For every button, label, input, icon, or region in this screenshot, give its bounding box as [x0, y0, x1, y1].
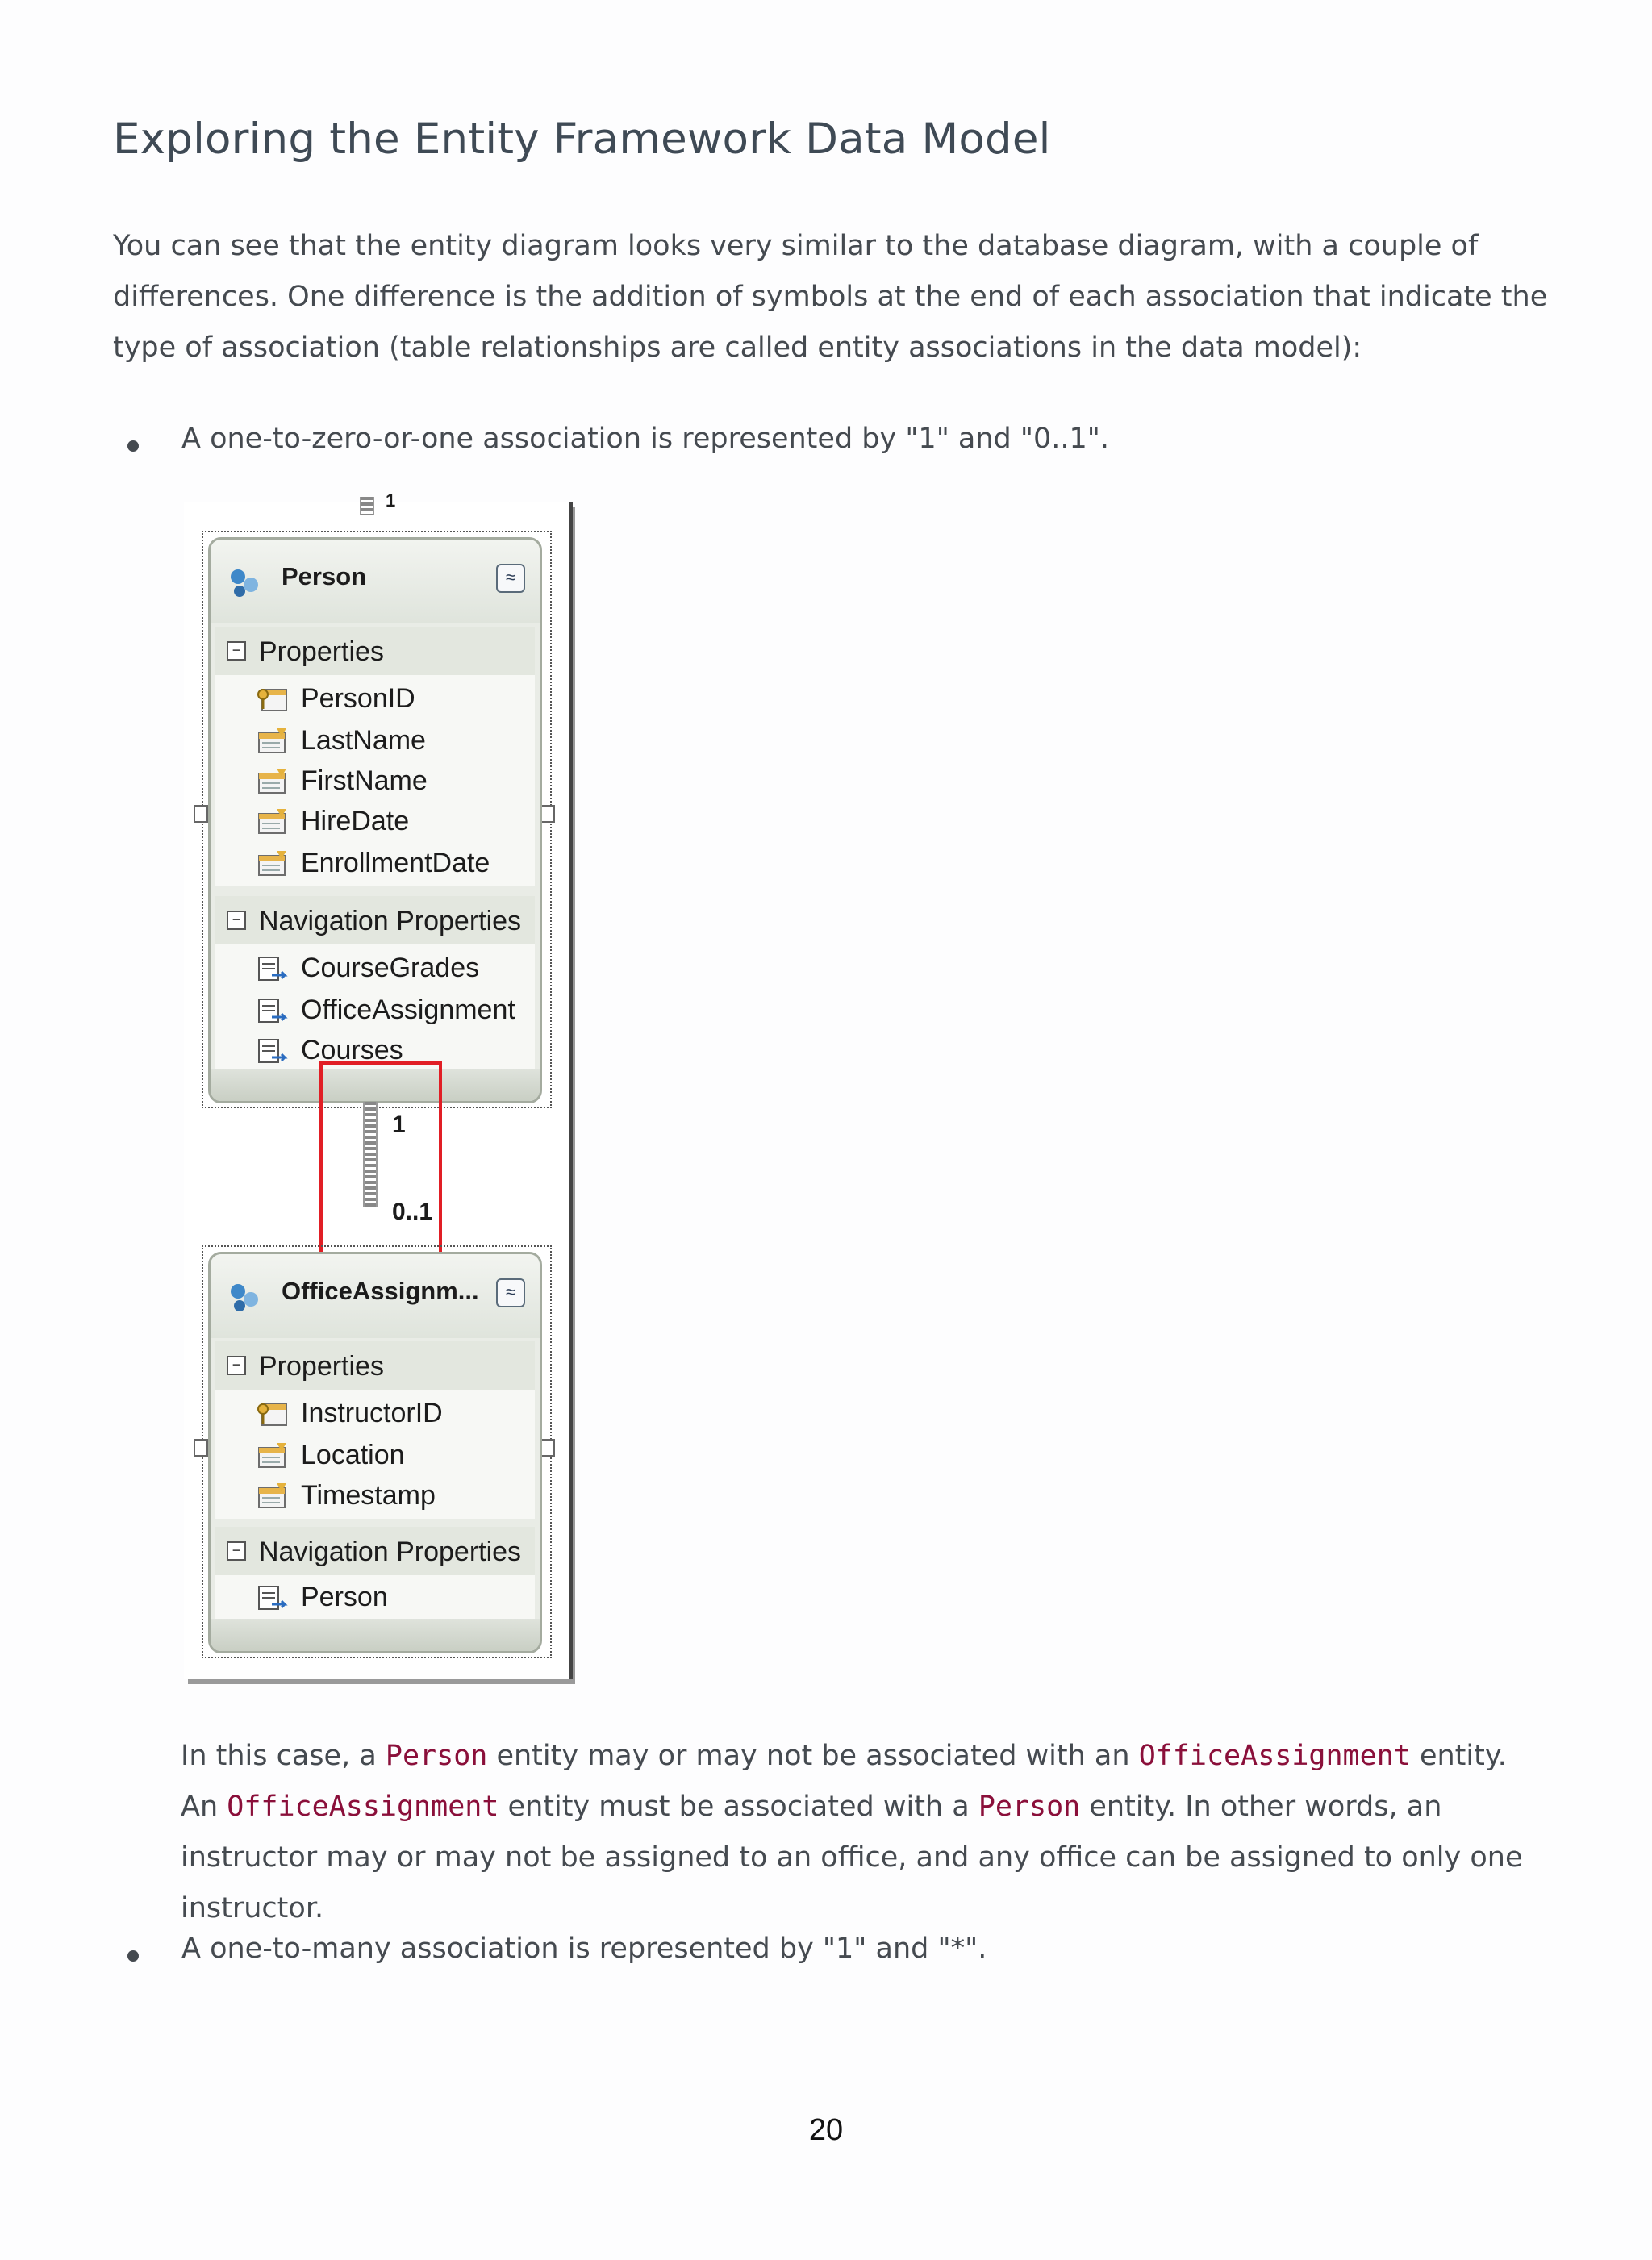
inline-code: OfficeAssignment: [227, 1791, 499, 1823]
highlight-box: [319, 1061, 442, 1258]
bullet-text: A one-to-zero-or-one association is represented by "1" and "0..1".: [181, 423, 1110, 455]
collapse-toggle-icon[interactable]: −: [227, 1541, 246, 1561]
entity-diagram: [184, 490, 571, 1679]
navigation-property-icon: [256, 996, 290, 1025]
property-icon: [256, 767, 290, 796]
case-paragraph: In this case, a Person entity may or may not be associated with an OfficeAssignment entity. An OfficeAssignment entity must be associated with a Person entity. In other words, an instructor may or may not be assigned to an office, and any office can be assigned to only one instructor.: [181, 1740, 1523, 1924]
navigation-property-icon: [256, 1583, 290, 1612]
navigation-property-icon: [256, 954, 290, 983]
property-icon: [256, 727, 290, 756]
key-property-icon: [256, 1399, 290, 1428]
entity-icon: [227, 1280, 262, 1316]
property-icon: [256, 1441, 290, 1470]
navigation-property-list: Person: [215, 1575, 535, 1620]
entity-footer: [211, 1619, 540, 1651]
association-end-label-1: 1: [392, 1111, 406, 1138]
key-property-icon: [256, 685, 290, 714]
entity-header: [211, 1254, 540, 1338]
resize-handle-right[interactable]: [540, 805, 555, 823]
person-entity[interactable]: [208, 537, 542, 1103]
collapse-icon[interactable]: ≈: [496, 564, 525, 593]
inline-code: Person: [385, 1740, 488, 1772]
collapse-toggle-icon[interactable]: −: [227, 1356, 246, 1375]
section-label: Properties: [259, 1351, 384, 1382]
entity-icon: [227, 565, 262, 601]
bullet-icon: [127, 440, 139, 452]
property-icon: [256, 849, 290, 878]
officeassignment-entity[interactable]: [208, 1252, 542, 1653]
navigation-property-icon: [256, 1036, 290, 1065]
collapse-toggle-icon[interactable]: −: [227, 911, 246, 930]
intro-paragraph: You can see that the entity diagram looks very similar to the database diagram, with a couple of differences. One difference is the addition of symbols at the end of each association that indicate the type of association (table relationships are called entity associations in the data model):: [113, 230, 1548, 364]
resize-handle-right[interactable]: [540, 1439, 555, 1457]
section-label: Properties: [259, 636, 384, 667]
top-association-label: 1: [386, 490, 396, 511]
properties-section-header[interactable]: [215, 1341, 535, 1390]
section-label: Navigation Properties: [259, 906, 522, 936]
bullet-text: A one-to-many association is represented by "1" and "*".: [181, 1933, 987, 1965]
section-heading: Exploring the Entity Framework Data Model: [113, 115, 1051, 164]
property-list: PersonID LastName FirstName HireDate EnrollmentDate: [215, 675, 535, 886]
section-label: Navigation Properties: [259, 1537, 522, 1567]
property-list: InstructorID Location Timestamp: [215, 1390, 535, 1519]
inline-code: Person: [978, 1791, 1081, 1823]
entity-title: OfficeAssignm...: [282, 1277, 479, 1305]
bullet-icon: [127, 1950, 139, 1962]
navigation-property-list: CourseGrades OfficeAssignment Courses: [215, 944, 535, 1074]
navigation-properties-section-header[interactable]: [215, 896, 535, 944]
page-number: 20: [808, 2113, 844, 2147]
properties-section-header[interactable]: [215, 627, 535, 675]
collapse-toggle-icon[interactable]: −: [227, 641, 246, 661]
property-icon: [256, 807, 290, 836]
navigation-properties-section-header[interactable]: [215, 1527, 535, 1575]
collapse-icon[interactable]: ≈: [496, 1278, 525, 1307]
inline-code: OfficeAssignment: [1138, 1740, 1411, 1772]
property-icon: [256, 1482, 290, 1511]
resize-handle-left[interactable]: [194, 1439, 208, 1457]
entity-header: [211, 540, 540, 623]
top-association-connector: [360, 497, 374, 515]
association-end-label-2: 0..1: [392, 1199, 433, 1225]
resize-handle-left[interactable]: [194, 805, 208, 823]
entity-title: Person: [282, 562, 367, 590]
